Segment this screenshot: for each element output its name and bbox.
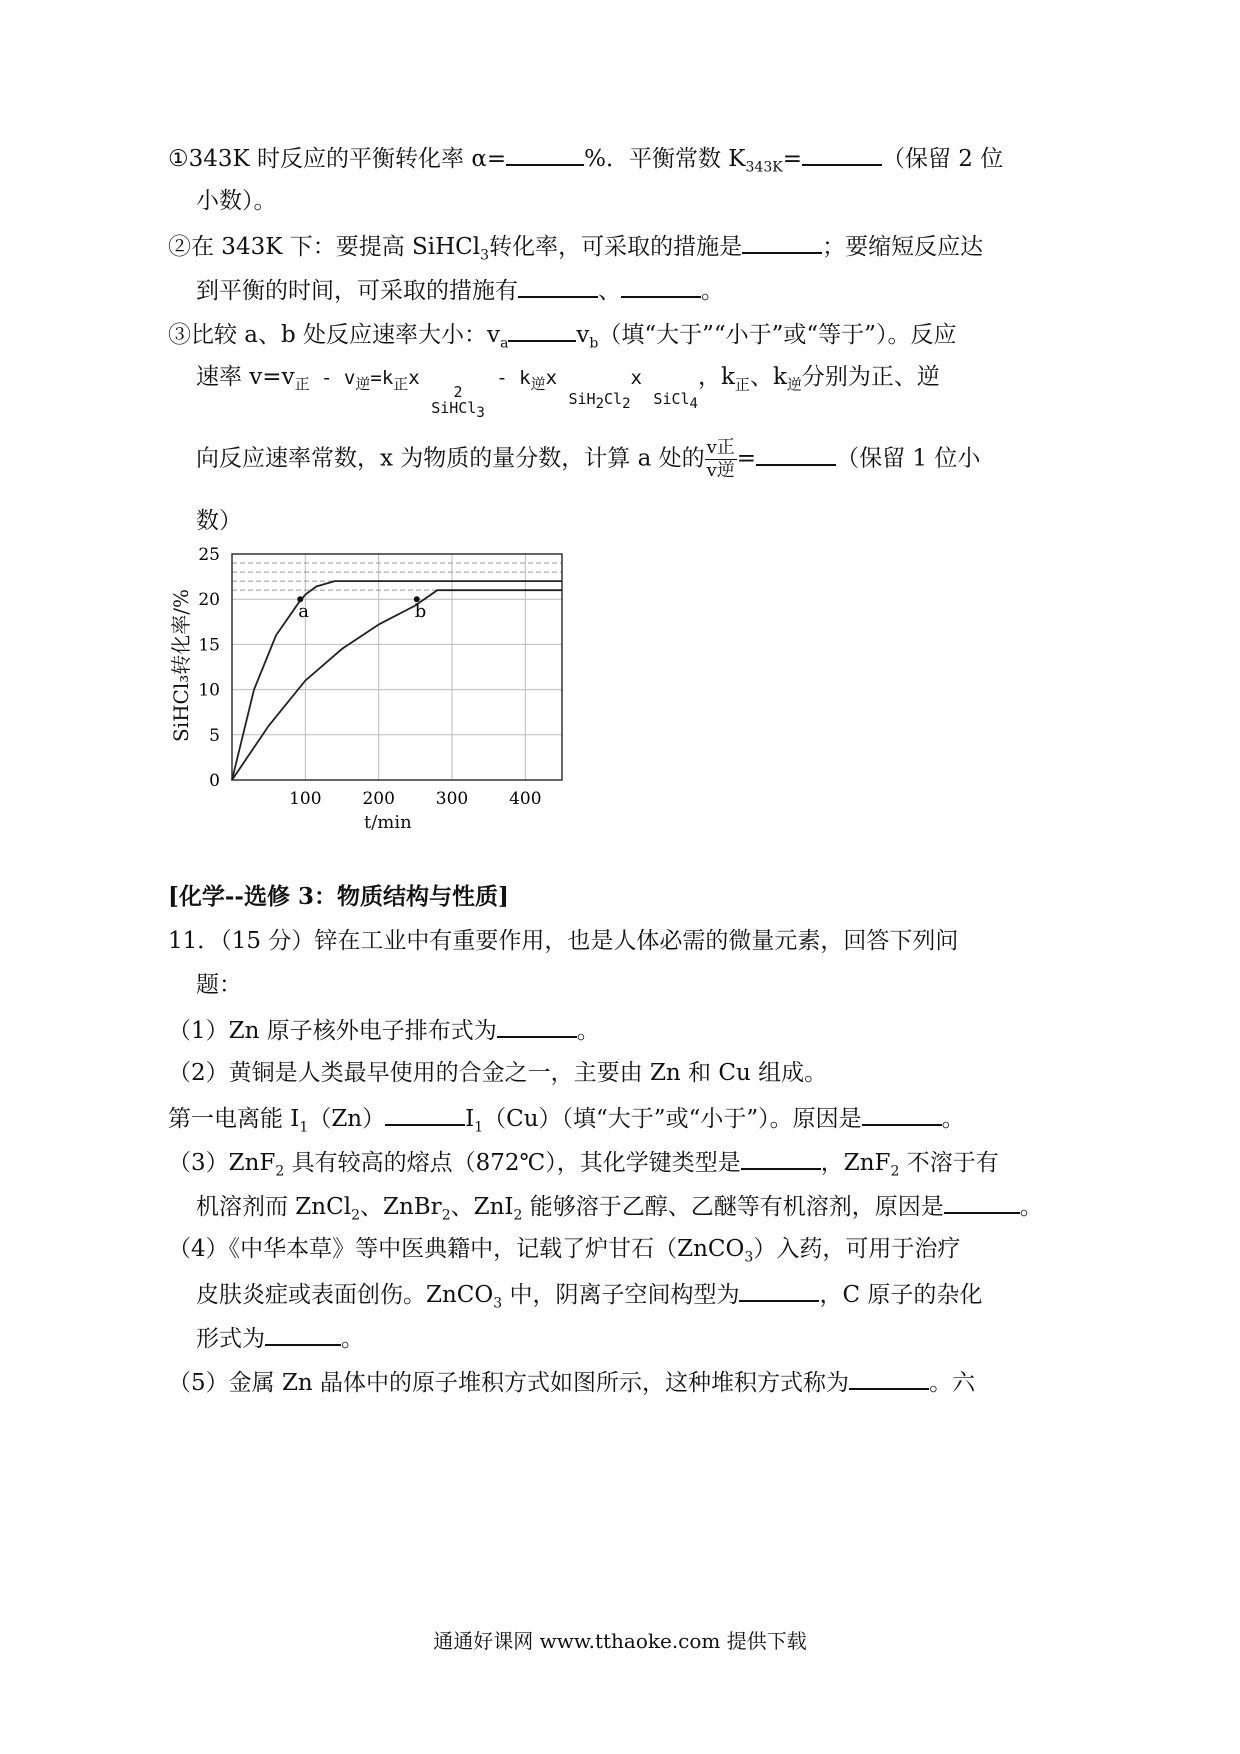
q11-heading-cont: 题： — [196, 972, 242, 998]
chart-ylabel: SiHCl₃转化率/% — [169, 589, 193, 742]
q11-sub4-line1: （4）《中华本草》等中医典籍中，记载了炉甘石（ZnCO$_3$）入药，可用于治疗 — [168, 1236, 961, 1266]
point-label-a: a — [298, 601, 309, 623]
answer-blank[interactable] — [862, 1102, 942, 1126]
answer-blank[interactable] — [506, 142, 584, 166]
y-tick-label: 15 — [198, 635, 220, 656]
q10-part3-line1: ③比较 a、b 处反应速率大小：$v_a$ $v_b$（填“大于”“小于”或“等于”）。反应 — [168, 318, 956, 359]
y-tick-label: 10 — [198, 680, 220, 701]
q11-sub2-ionization: 第一电离能 $I_1(Zn)$ $I_1(Cu)$（填“大于”或“小于”）。原因是 。 — [168, 1102, 965, 1143]
q11-sub5: （5）金属 Zn 晶体中的原子堆积方式如图所示，这种堆积方式称为 。六 — [168, 1366, 975, 1398]
plot-frame — [232, 554, 562, 780]
q11-sub2: （2）黄铜是人类最早使用的合金之一，主要由 Zn 和 Cu 组成。 — [168, 1060, 828, 1086]
y-tick-label: 20 — [198, 590, 220, 611]
answer-blank[interactable] — [739, 1278, 819, 1302]
answer-blank[interactable] — [385, 1102, 465, 1126]
answer-blank[interactable] — [508, 318, 576, 342]
q11-sub4-line2: 皮肤炎症或表面创伤。ZnCO$_3$ 中，阴离子空间构型为 ，C 原子的杂化 — [196, 1278, 982, 1319]
rate-ratio-fraction: $\frac{\text{v正}}{\text{v逆}}$ — [706, 437, 735, 481]
series-line-2 — [232, 590, 562, 780]
answer-blank[interactable] — [802, 142, 882, 166]
answer-blank[interactable] — [621, 274, 701, 298]
conversion-rate-chart — [190, 545, 600, 809]
x-tick-label: 300 — [435, 789, 469, 809]
answer-blank[interactable] — [741, 1146, 821, 1170]
series-line-1 — [232, 581, 562, 780]
y-tick-label: 5 — [209, 725, 220, 746]
x-tick-label: 200 — [362, 789, 395, 809]
q10-part1-line2: 小数）。 — [196, 188, 277, 214]
answer-blank[interactable] — [497, 1014, 577, 1038]
answer-blank[interactable] — [849, 1366, 929, 1390]
q11-sub3-line2: 机溶剂而 ZnCl$_2$、ZnBr$_2$、ZnI$_2$ 能够溶于乙醇、乙醚等有机溶剂，原因是 。 — [196, 1190, 1043, 1231]
answer-blank[interactable] — [265, 1322, 341, 1346]
q10-part2-line1: ②在 343K 下：要提高 SiHCl$_3$转化率，可采取的措施是 ；要缩短反应达 — [168, 230, 983, 271]
chart-xlabel: t/min — [364, 812, 412, 833]
answer-blank[interactable] — [742, 230, 822, 254]
q11-sub4-line3: 形式为 。 — [196, 1322, 364, 1354]
q10-part3-line3: 向反应速率常数，x 为物质的量分数，计算 a 处的 $\frac{\text{v正}}{\text{v逆}}$ = （保留 1 位小 — [196, 437, 981, 481]
q10-part3-rate-formula: 速率 $v=v_正 - v_逆=k_正x$ 2 SiHCl$_3$ - $k_逆x$ $SiH_2Cl_2x$ SiCl$_4$，$k_正$、$k_逆$分别为正、逆 — [196, 364, 940, 421]
q11-sub3-line1: （3）ZnF$_2$ 具有较高的熔点（872℃），其化学键类型是 ，ZnF$_2$ 不溶于有 — [168, 1146, 999, 1187]
y-tick-label: 0 — [209, 771, 220, 791]
x-tick-label: 400 — [509, 789, 542, 809]
x-tick-label: 100 — [289, 789, 322, 809]
answer-blank[interactable] — [944, 1190, 1020, 1214]
y-tick-label: 25 — [198, 545, 220, 565]
answer-blank[interactable] — [518, 274, 598, 298]
q11-sub1: （1）Zn 原子核外电子排布式为 。 — [168, 1014, 600, 1046]
q10-part1-line1: ①343K 时反应的平衡转化率 α= %．平衡常数 $K_{343K}=$ （保留 2 位 — [168, 142, 1003, 183]
q10-part2-line2: 到平衡的时间，可采取的措施有 、 。 — [196, 274, 724, 306]
point-label-b: b — [414, 601, 427, 623]
answer-blank[interactable] — [756, 442, 836, 466]
q10-part3-line4: 数） — [196, 508, 242, 534]
footer-source: 通通好课网 www.tthaoke.com 提供下载 — [433, 1629, 807, 1653]
section-title: [化学--选修 3：物质结构与性质] — [168, 883, 509, 910]
q11-heading: 11．（15 分）锌在工业中有重要作用，也是人体必需的微量元素，回答下列问 — [168, 928, 959, 954]
